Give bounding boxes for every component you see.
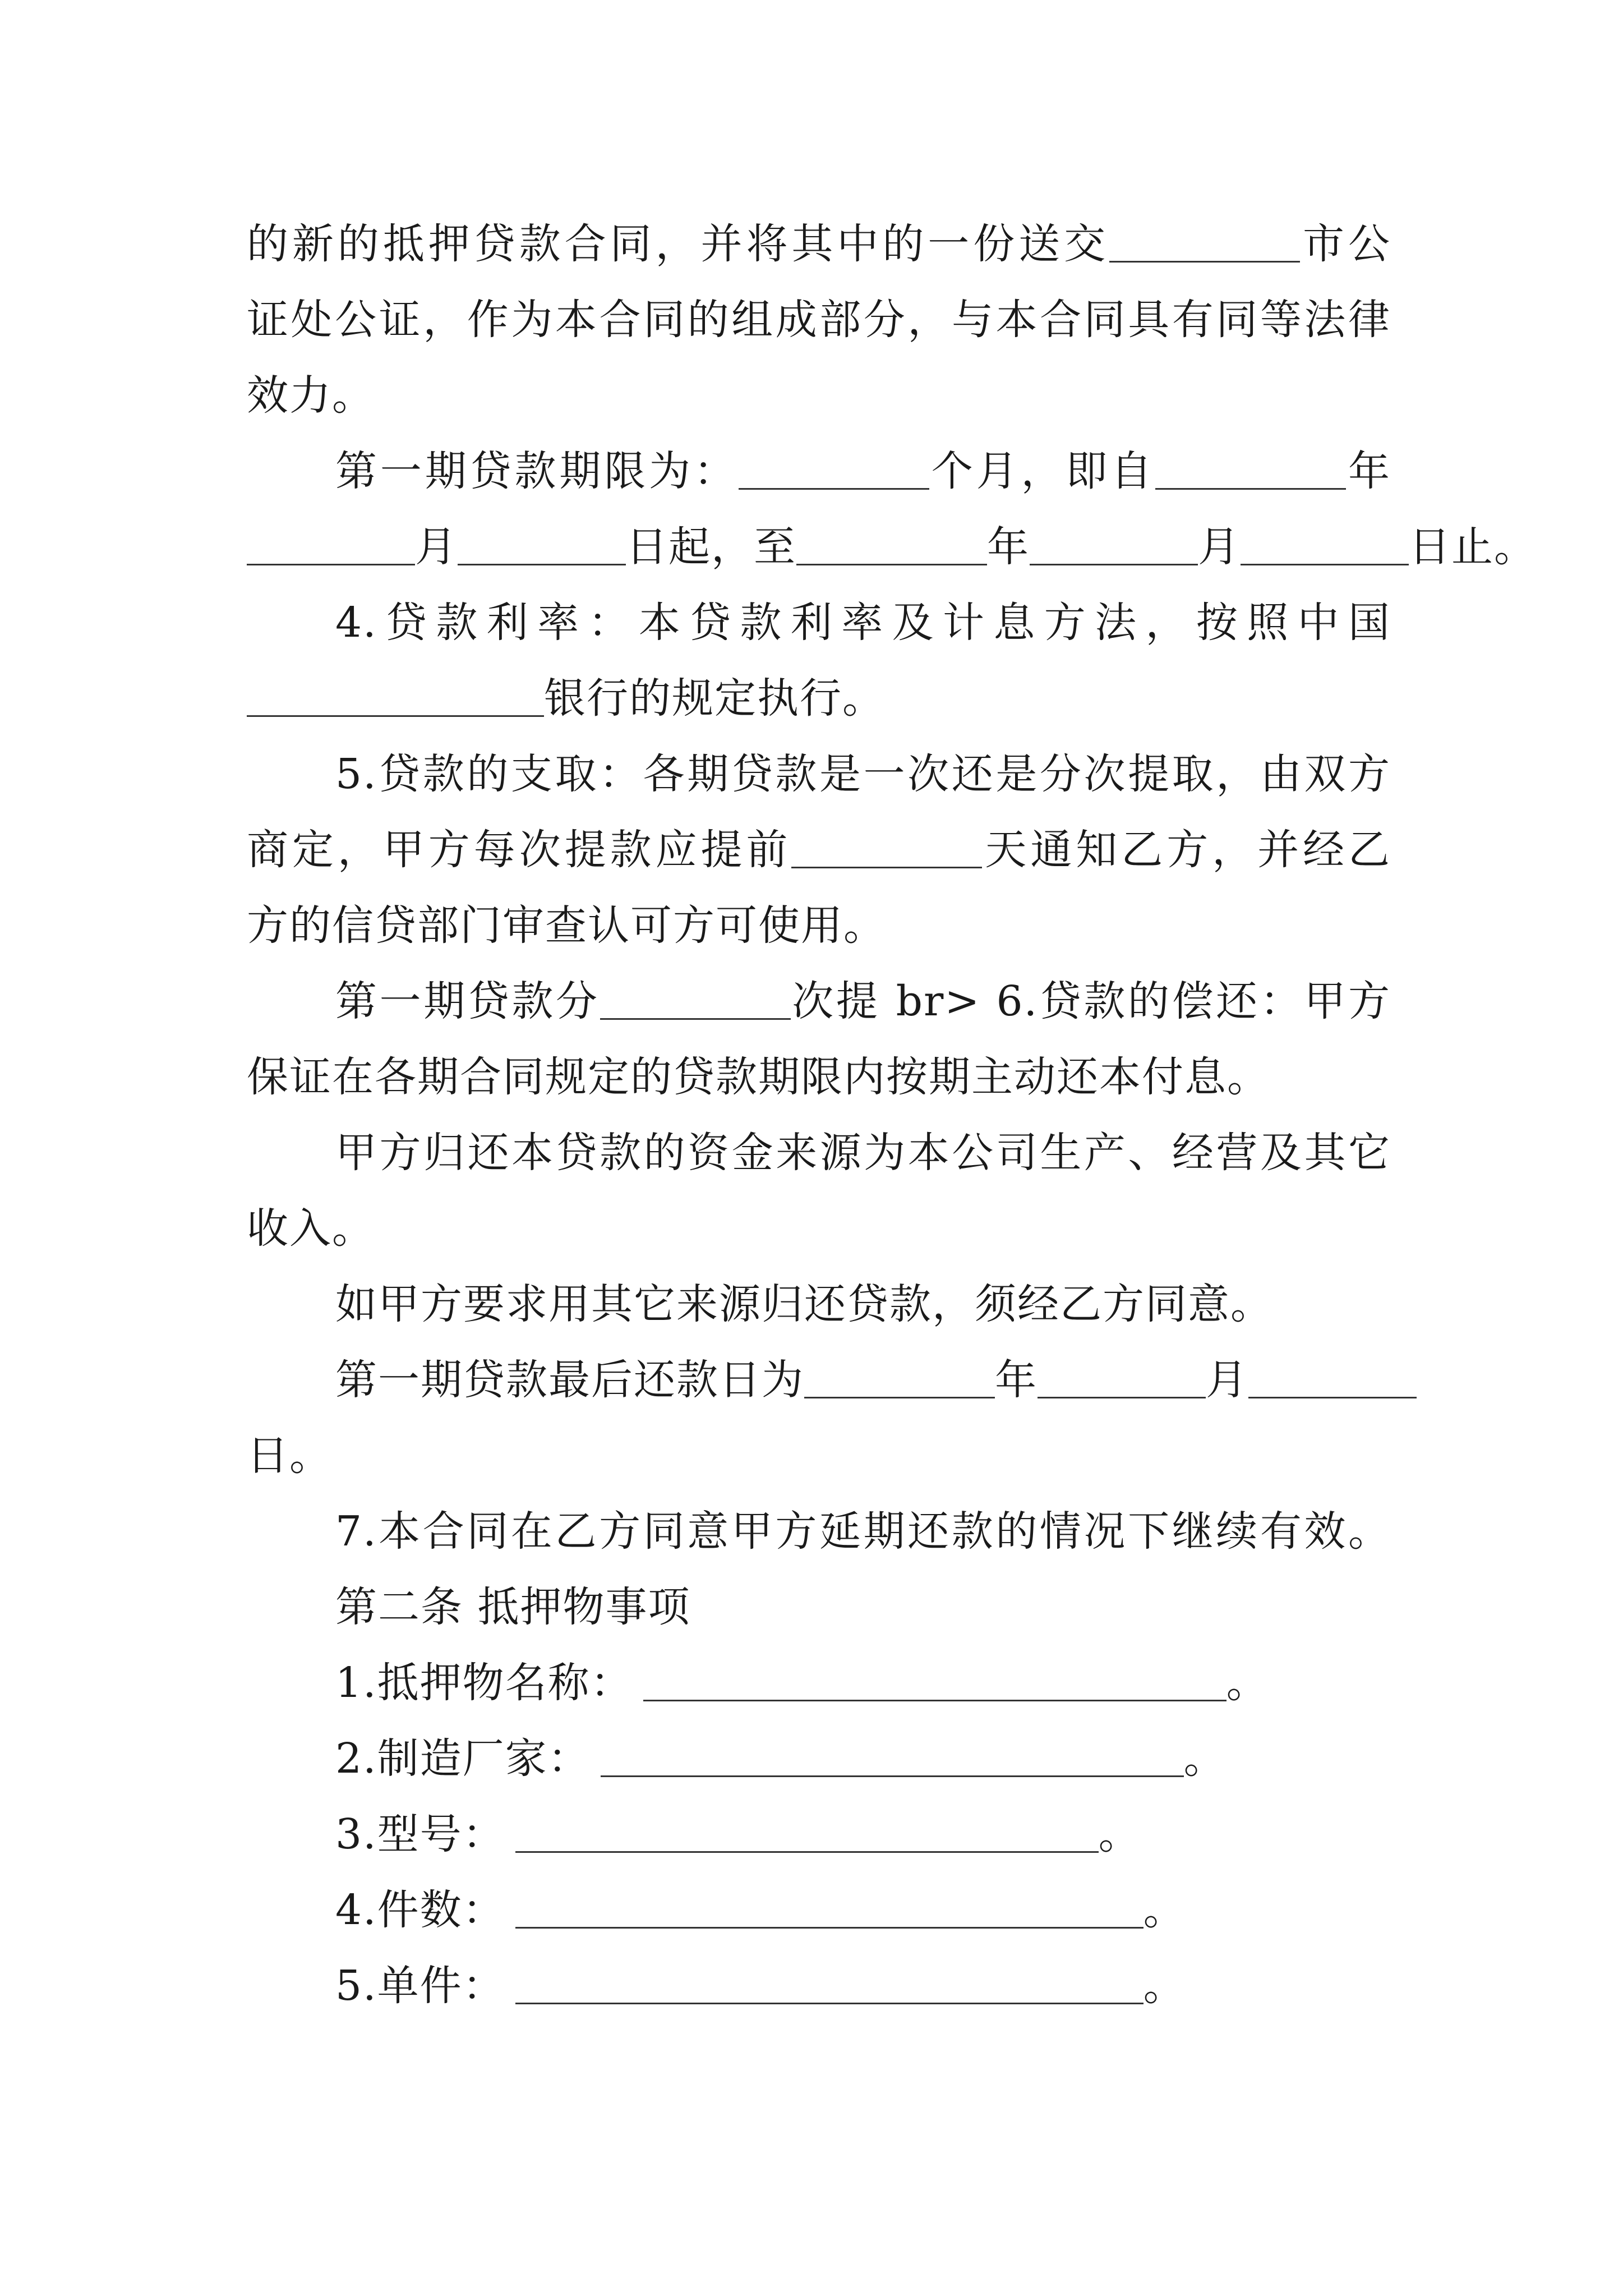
fill-in-blank	[1248, 1353, 1417, 1398]
paragraph-line	[335, 1119, 1391, 1186]
text-segment: 5.单件：	[335, 1962, 505, 2010]
paragraph-line	[247, 513, 1537, 581]
text-segment: 个月，即自	[929, 447, 1156, 495]
text-segment: 。	[1143, 1962, 1186, 2010]
text-segment: 日止。	[1409, 523, 1537, 571]
text-segment: 年	[987, 523, 1030, 571]
fill-in-blank	[796, 520, 987, 565]
text-segment: 天通知乙方，并经乙	[982, 826, 1391, 874]
fill-in-blank	[643, 1656, 1227, 1701]
paragraph-line	[335, 1498, 1391, 1565]
text-segment: 月	[1198, 523, 1241, 571]
paragraph-line	[247, 210, 1391, 278]
list-item	[335, 1952, 1391, 2019]
list-item	[335, 1801, 1391, 1868]
paragraph-line	[247, 816, 1391, 884]
paragraph-line	[335, 589, 1391, 656]
fill-in-blank	[1109, 217, 1300, 263]
text-segment: 5.贷款的支取：各期贷款是一次还是分次提取，由双方	[335, 750, 1391, 798]
text-segment: 收入。	[247, 1204, 375, 1253]
text-segment: 第二条 抵押物事项	[335, 1583, 691, 1631]
paragraph-line	[247, 665, 1391, 732]
paragraph-line	[335, 740, 1391, 808]
paragraph-line	[247, 1195, 1391, 1262]
paragraph-line	[247, 1422, 1391, 1489]
text-segment: 月	[1206, 1356, 1248, 1404]
fill-in-blank	[515, 1883, 1144, 1929]
text-segment: 证处公证，作为本合同的组成部分，与本合同具有同等法律	[247, 296, 1391, 344]
text-segment: 。	[1143, 1886, 1186, 1934]
paragraph-line	[247, 362, 1391, 429]
text-segment: 7.本合同在乙方同意甲方延期还款的情况下继续有效。	[335, 1507, 1391, 1556]
text-segment: 甲方归还本贷款的资金来源为本公司生产、经营及其它	[335, 1129, 1391, 1177]
fill-in-blank	[600, 974, 791, 1020]
fill-in-blank	[458, 520, 626, 565]
text-segment: 4.贷款利率：本贷款利率及计息方法，按照中国	[335, 599, 1391, 647]
fill-in-blank	[515, 1959, 1144, 2004]
text-segment: 效力。	[247, 371, 375, 420]
list-item	[335, 1649, 1391, 1717]
paragraph-line	[247, 286, 1391, 353]
text-segment: 。	[1226, 1659, 1269, 1707]
text-segment: 保证在各期合同规定的贷款期限内按期主动还本付息。	[247, 1053, 1270, 1101]
text-segment: 日。	[247, 1432, 332, 1480]
text-segment: 第一期贷款分	[335, 977, 600, 1025]
list-item	[335, 1725, 1391, 1792]
paragraph-line	[335, 1346, 1391, 1414]
fill-in-blank	[1038, 1353, 1206, 1398]
fill-in-blank	[247, 520, 415, 565]
fill-in-blank	[739, 444, 929, 490]
text-segment: 1.抵押物名称：	[335, 1659, 633, 1707]
text-segment: 商定，甲方每次提款应提前	[247, 826, 792, 874]
text-segment: 。	[1098, 1810, 1141, 1858]
text-segment: 3.型号：	[335, 1810, 505, 1858]
text-segment: 。	[1183, 1734, 1227, 1783]
fill-in-blank	[1155, 444, 1346, 490]
fill-in-blank	[515, 1807, 1099, 1853]
paragraph-line	[247, 1043, 1391, 1111]
text-segment: 银行的规定执行。	[544, 674, 885, 723]
paragraph-line	[335, 438, 1391, 505]
text-segment: 第一期贷款最后还款日为	[335, 1356, 804, 1404]
text-segment: 月	[415, 523, 458, 571]
fill-in-blank	[1030, 520, 1198, 565]
section-heading	[335, 1573, 1391, 1641]
fill-in-blank	[804, 1353, 995, 1398]
fill-in-blank	[791, 823, 982, 868]
paragraph-line	[335, 968, 1391, 1035]
fill-in-blank	[1241, 520, 1409, 565]
text-segment: 4.件数：	[335, 1886, 505, 1934]
text-segment: 第一期贷款期限为：	[335, 447, 739, 495]
paragraph-line	[247, 892, 1391, 959]
text-segment: 日起，至	[626, 523, 796, 571]
text-segment: 次提 br> 6.贷款的偿还：甲方	[790, 977, 1391, 1025]
text-segment: 方的信贷部门审查认可方可使用。	[247, 901, 886, 950]
text-segment: 市公	[1300, 220, 1391, 268]
text-segment: 的新的抵押贷款合同，并将其中的一份送交	[247, 220, 1110, 268]
text-segment: 年	[995, 1356, 1038, 1404]
list-item	[335, 1876, 1391, 1944]
fill-in-blank	[247, 671, 544, 717]
text-segment: 年	[1346, 447, 1391, 495]
text-segment: 2.制造厂家：	[335, 1734, 591, 1783]
paragraph-line	[335, 1271, 1391, 1338]
text-segment: 如甲方要求用其它来源归还贷款，须经乙方同意。	[335, 1280, 1273, 1328]
fill-in-blank	[601, 1732, 1184, 1777]
